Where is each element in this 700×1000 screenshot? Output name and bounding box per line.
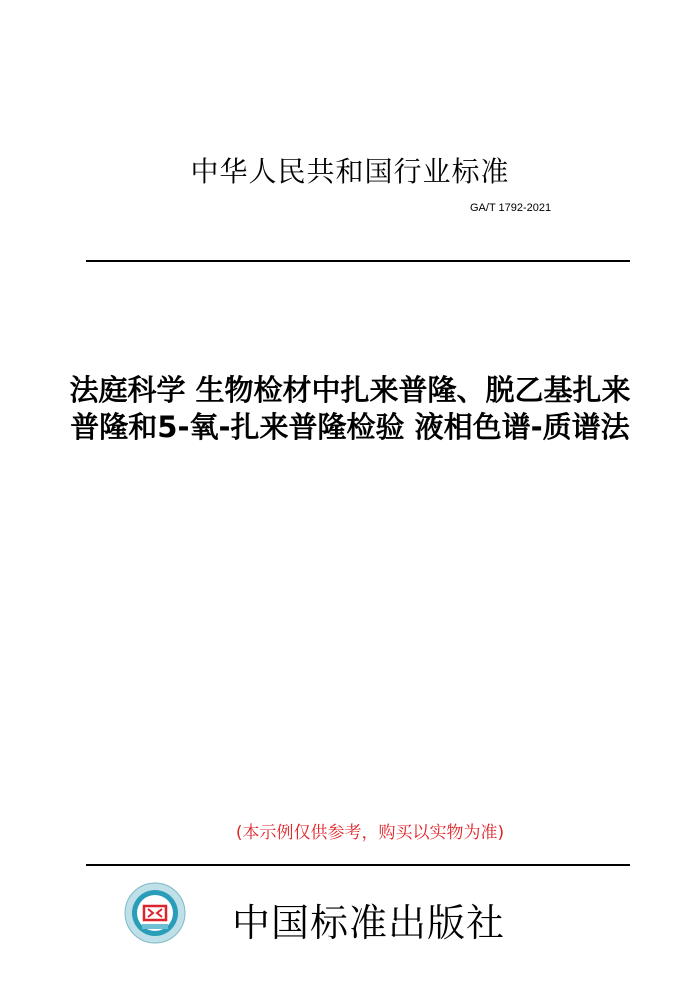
top-divider xyxy=(86,260,630,262)
document-title-line-1: 法庭科学 生物检材中扎来普隆、脱乙基扎来 xyxy=(69,373,631,407)
sample-notice: (本示例仅供参考，购买以实物为准) xyxy=(235,823,505,843)
standard-category-title: 中华人民共和国行业标准 xyxy=(190,155,510,188)
document-title xyxy=(30,372,670,446)
publisher-emblem-icon xyxy=(124,882,186,944)
publisher-name: 中国标准出版社 xyxy=(232,901,506,945)
standard-number: GA/T 1792-2021 xyxy=(470,202,552,214)
document-title-line-2: 普隆和5-氧-扎来普隆检验 液相色谱-质谱法 xyxy=(70,410,630,444)
bottom-divider xyxy=(86,864,630,866)
